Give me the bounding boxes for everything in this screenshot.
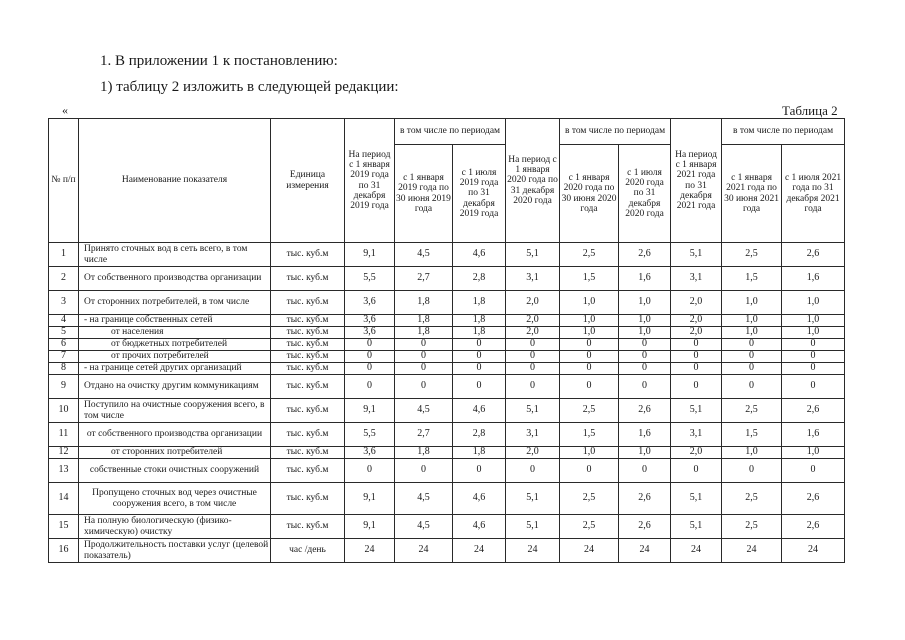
row-value: 0 <box>782 363 845 375</box>
row-indicator-name: собственные стоки очистных сооружений <box>79 459 271 483</box>
row-indicator-name: от населения <box>79 327 271 339</box>
row-value: 0 <box>395 339 453 351</box>
row-value: 5,1 <box>671 399 722 423</box>
row-value: 4,5 <box>395 515 453 539</box>
row-value: 0 <box>619 351 671 363</box>
row-indicator-name: Принято сточных вод в сеть всего, в том числе <box>79 243 271 267</box>
row-value: 0 <box>671 339 722 351</box>
row-unit: тыс. куб.м <box>271 483 345 515</box>
table-row <box>49 243 845 267</box>
row-value: 0 <box>782 339 845 351</box>
row-value: 2,7 <box>395 423 453 447</box>
row-value: 4,5 <box>395 243 453 267</box>
row-value: 1,5 <box>560 423 619 447</box>
row-value: 0 <box>722 459 782 483</box>
row-value: 0 <box>619 363 671 375</box>
row-value: 2,7 <box>395 267 453 291</box>
row-number: 10 <box>49 399 79 423</box>
row-value: 24 <box>619 539 671 563</box>
row-value: 1,0 <box>619 447 671 459</box>
row-value: 4,5 <box>395 399 453 423</box>
header-h2-2020: с 1 июля 2020 года по 31 декабря 2020 года <box>619 145 671 243</box>
row-value: 0 <box>722 351 782 363</box>
row-number: 13 <box>49 459 79 483</box>
row-number: 12 <box>49 447 79 459</box>
row-number: 11 <box>49 423 79 447</box>
row-value: 0 <box>671 363 722 375</box>
row-value: 4,6 <box>453 483 506 515</box>
row-value: 3,1 <box>671 267 722 291</box>
row-value: 1,6 <box>782 423 845 447</box>
indicators-table <box>48 118 845 563</box>
table-row <box>49 459 845 483</box>
row-number: 3 <box>49 291 79 315</box>
row-value: 0 <box>395 459 453 483</box>
row-value: 1,6 <box>619 423 671 447</box>
header-h2-2019: с 1 июля 2019 года по 31 декабря 2019 года <box>453 145 506 243</box>
header-year-2019: На период с 1 января 2019 года по 31 декабря 2019 года <box>345 119 395 243</box>
row-value: 4,5 <box>395 483 453 515</box>
row-value: 2,0 <box>671 327 722 339</box>
row-value: 2,0 <box>671 315 722 327</box>
row-value: 1,5 <box>722 267 782 291</box>
header-incl-2021: в том числе по периодам <box>722 119 845 145</box>
row-value: 1,0 <box>722 315 782 327</box>
row-unit: тыс. куб.м <box>271 447 345 459</box>
row-indicator-name: - на границе сетей других организаций <box>79 363 271 375</box>
header-num: № п/п <box>49 119 79 243</box>
row-value: 0 <box>345 339 395 351</box>
table-row <box>49 399 845 423</box>
row-value: 4,6 <box>453 243 506 267</box>
row-value: 5,1 <box>506 399 560 423</box>
header-year-2020: На период с 1 января 2020 года по 31 декабря 2020 года <box>506 119 560 243</box>
row-value: 2,0 <box>506 291 560 315</box>
row-value: 1,0 <box>782 327 845 339</box>
row-value: 2,6 <box>782 515 845 539</box>
table-row <box>49 267 845 291</box>
row-value: 0 <box>345 363 395 375</box>
row-number: 4 <box>49 315 79 327</box>
row-value: 1,8 <box>395 327 453 339</box>
table-row <box>49 339 845 351</box>
row-value: 1,0 <box>619 291 671 315</box>
row-value: 2,6 <box>782 243 845 267</box>
opening-quote: « <box>62 103 68 117</box>
row-unit: тыс. куб.м <box>271 267 345 291</box>
row-value: 4,6 <box>453 399 506 423</box>
row-unit: тыс. куб.м <box>271 291 345 315</box>
table-body <box>49 243 845 563</box>
row-value: 2,6 <box>619 515 671 539</box>
row-value: 0 <box>506 375 560 399</box>
row-value: 0 <box>453 363 506 375</box>
row-number: 14 <box>49 483 79 515</box>
table-row <box>49 291 845 315</box>
row-value: 1,0 <box>619 315 671 327</box>
row-indicator-name: - на границе собственных сетей <box>79 315 271 327</box>
row-value: 3,6 <box>345 315 395 327</box>
row-value: 2,5 <box>722 399 782 423</box>
row-value: 0 <box>782 351 845 363</box>
row-value: 1,8 <box>395 315 453 327</box>
row-value: 1,0 <box>722 447 782 459</box>
row-value: 24 <box>506 539 560 563</box>
row-value: 0 <box>782 459 845 483</box>
row-value: 1,0 <box>782 447 845 459</box>
row-indicator-name: На полную биологическую (физико-химическую) очистку <box>79 515 271 539</box>
table-row <box>49 315 845 327</box>
row-indicator-name: От сторонних потребителей, в том числе <box>79 291 271 315</box>
row-value: 0 <box>395 351 453 363</box>
row-value: 9,1 <box>345 243 395 267</box>
row-value: 1,0 <box>619 327 671 339</box>
row-value: 2,6 <box>782 399 845 423</box>
row-value: 1,0 <box>560 315 619 327</box>
header-h1-2020: с 1 января 2020 года по 30 июня 2020 года <box>560 145 619 243</box>
row-indicator-name: от сторонних потребителей <box>79 447 271 459</box>
row-value: 5,1 <box>506 243 560 267</box>
row-value: 5,1 <box>671 243 722 267</box>
table-row <box>49 447 845 459</box>
row-value: 1,0 <box>722 291 782 315</box>
row-value: 0 <box>453 375 506 399</box>
row-value: 0 <box>506 351 560 363</box>
row-value: 1,8 <box>453 315 506 327</box>
header-name: Наименование показателя <box>79 119 271 243</box>
row-number: 8 <box>49 363 79 375</box>
row-value: 24 <box>671 539 722 563</box>
row-value: 5,1 <box>671 483 722 515</box>
row-value: 0 <box>671 375 722 399</box>
row-value: 1,0 <box>560 327 619 339</box>
row-value: 2,0 <box>671 447 722 459</box>
row-value: 1,0 <box>782 291 845 315</box>
row-value: 0 <box>619 375 671 399</box>
row-value: 0 <box>560 363 619 375</box>
row-number: 16 <box>49 539 79 563</box>
row-value: 0 <box>453 339 506 351</box>
row-value: 9,1 <box>345 399 395 423</box>
row-unit: тыс. куб.м <box>271 423 345 447</box>
row-value: 1,5 <box>722 423 782 447</box>
row-value: 0 <box>345 459 395 483</box>
row-value: 1,8 <box>453 327 506 339</box>
row-value: 2,5 <box>722 515 782 539</box>
row-unit: тыс. куб.м <box>271 375 345 399</box>
row-indicator-name: Поступило на очистные сооружения всего, в том числе <box>79 399 271 423</box>
row-value: 9,1 <box>345 483 395 515</box>
row-value: 2,6 <box>619 483 671 515</box>
row-value: 3,6 <box>345 327 395 339</box>
row-unit: тыс. куб.м <box>271 315 345 327</box>
row-value: 24 <box>560 539 619 563</box>
table-row <box>49 483 845 515</box>
row-value: 0 <box>395 375 453 399</box>
header-h1-2019: с 1 января 2019 года по 30 июня 2019 года <box>395 145 453 243</box>
row-number: 5 <box>49 327 79 339</box>
row-number: 7 <box>49 351 79 363</box>
row-unit: тыс. куб.м <box>271 243 345 267</box>
row-value: 0 <box>453 459 506 483</box>
row-value: 1,0 <box>782 315 845 327</box>
row-unit: тыс. куб.м <box>271 339 345 351</box>
row-value: 2,5 <box>722 483 782 515</box>
header-h2-2021: с 1 июля 2021 года по 31 декабря 2021 года <box>782 145 845 243</box>
row-unit: час /день <box>271 539 345 563</box>
row-value: 1,6 <box>782 267 845 291</box>
row-value: 2,0 <box>506 447 560 459</box>
row-value: 0 <box>345 351 395 363</box>
row-indicator-name: от бюджетных потребителей <box>79 339 271 351</box>
row-value: 3,6 <box>345 447 395 459</box>
row-value: 0 <box>395 363 453 375</box>
table-row <box>49 515 845 539</box>
table-row <box>49 351 845 363</box>
header-incl-2020: в том числе по периодам <box>560 119 671 145</box>
header-unit: Единица измерения <box>271 119 345 243</box>
row-value: 0 <box>671 459 722 483</box>
table-row <box>49 327 845 339</box>
row-value: 0 <box>560 339 619 351</box>
row-value: 1,8 <box>395 291 453 315</box>
row-value: 0 <box>671 351 722 363</box>
row-value: 0 <box>560 351 619 363</box>
header-incl-2019: в том числе по периодам <box>395 119 506 145</box>
header-h1-2021: с 1 января 2021 года по 30 июня 2021 года <box>722 145 782 243</box>
row-value: 5,1 <box>506 483 560 515</box>
row-number: 15 <box>49 515 79 539</box>
row-value: 24 <box>395 539 453 563</box>
row-value: 3,6 <box>345 291 395 315</box>
row-value: 0 <box>782 375 845 399</box>
row-value: 1,5 <box>560 267 619 291</box>
row-unit: тыс. куб.м <box>271 351 345 363</box>
table-row <box>49 363 845 375</box>
row-value: 3,1 <box>506 423 560 447</box>
row-value: 2,8 <box>453 267 506 291</box>
row-unit: тыс. куб.м <box>271 363 345 375</box>
row-unit: тыс. куб.м <box>271 399 345 423</box>
header-year-2021: На период с 1 января 2021 года по 31 декабря 2021 года <box>671 119 722 243</box>
row-value: 0 <box>506 363 560 375</box>
row-value: 0 <box>345 375 395 399</box>
row-value: 0 <box>506 459 560 483</box>
row-value: 2,8 <box>453 423 506 447</box>
row-number: 1 <box>49 243 79 267</box>
row-value: 2,6 <box>619 399 671 423</box>
row-value: 5,1 <box>671 515 722 539</box>
intro-line-2: 1) таблицу 2 изложить в следующей редакции: <box>100 79 399 95</box>
row-value: 24 <box>345 539 395 563</box>
row-value: 2,5 <box>560 243 619 267</box>
row-unit: тыс. куб.м <box>271 515 345 539</box>
row-value: 0 <box>722 375 782 399</box>
table-row <box>49 375 845 399</box>
row-value: 0 <box>560 459 619 483</box>
row-indicator-name: От собственного производства организации <box>79 267 271 291</box>
row-value: 2,0 <box>506 315 560 327</box>
row-unit: тыс. куб.м <box>271 459 345 483</box>
row-value: 0 <box>722 363 782 375</box>
table-row <box>49 539 845 563</box>
row-value: 24 <box>722 539 782 563</box>
row-value: 0 <box>560 375 619 399</box>
row-indicator-name: Продолжительность поставки услуг (целевой показатель) <box>79 539 271 563</box>
row-value: 2,5 <box>560 399 619 423</box>
row-value: 1,8 <box>453 291 506 315</box>
row-value: 0 <box>453 351 506 363</box>
row-indicator-name: от собственного производства организации <box>79 423 271 447</box>
row-value: 0 <box>722 339 782 351</box>
row-number: 9 <box>49 375 79 399</box>
row-value: 2,5 <box>722 243 782 267</box>
row-value: 1,0 <box>560 291 619 315</box>
row-value: 0 <box>619 339 671 351</box>
row-value: 1,0 <box>560 447 619 459</box>
row-unit: тыс. куб.м <box>271 327 345 339</box>
row-value: 2,5 <box>560 483 619 515</box>
row-indicator-name: Отдано на очистку другим коммуникациям <box>79 375 271 399</box>
row-value: 0 <box>506 339 560 351</box>
row-value: 2,0 <box>671 291 722 315</box>
row-indicator-name: Пропущено сточных вод через очистные сооружения всего, в том числе <box>79 483 271 515</box>
row-value: 1,6 <box>619 267 671 291</box>
row-value: 4,6 <box>453 515 506 539</box>
row-value: 1,8 <box>395 447 453 459</box>
row-value: 9,1 <box>345 515 395 539</box>
row-value: 2,6 <box>782 483 845 515</box>
row-value: 1,8 <box>453 447 506 459</box>
row-number: 2 <box>49 267 79 291</box>
row-value: 5,5 <box>345 423 395 447</box>
table-row <box>49 423 845 447</box>
row-value: 5,1 <box>506 515 560 539</box>
row-value: 3,1 <box>671 423 722 447</box>
intro-line-1: 1. В приложении 1 к постановлению: <box>100 53 338 69</box>
row-number: 6 <box>49 339 79 351</box>
row-value: 24 <box>453 539 506 563</box>
row-value: 24 <box>782 539 845 563</box>
row-value: 1,0 <box>722 327 782 339</box>
row-value: 5,5 <box>345 267 395 291</box>
row-value: 2,5 <box>560 515 619 539</box>
row-value: 0 <box>619 459 671 483</box>
row-value: 2,6 <box>619 243 671 267</box>
row-indicator-name: от прочих потребителей <box>79 351 271 363</box>
row-value: 2,0 <box>506 327 560 339</box>
table-caption: Таблица 2 <box>782 103 838 118</box>
row-value: 3,1 <box>506 267 560 291</box>
